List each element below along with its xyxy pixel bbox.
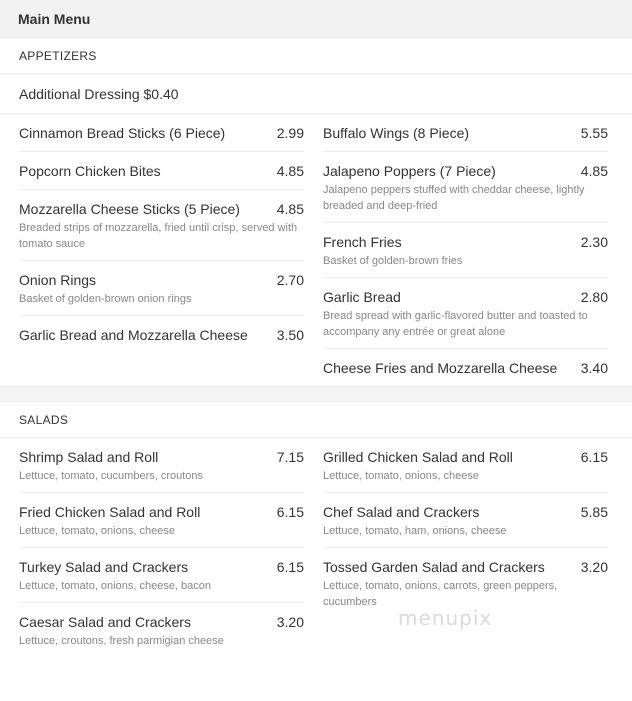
menu-item-description: Lettuce, tomato, onions, cheese: [323, 470, 479, 482]
menu-item-header: [19, 325, 304, 345]
menu-item-header: [323, 123, 608, 143]
menu-item: [19, 316, 304, 353]
menu-item-price: 6.15: [276, 559, 304, 575]
menu-item: [323, 278, 608, 349]
menu-item-price: 5.85: [580, 504, 608, 520]
menu-item-price: 4.85: [580, 163, 608, 179]
salads-left-column: [19, 438, 304, 657]
menu-item-header: [19, 199, 304, 219]
section-divider: [0, 386, 632, 402]
menu-item-header: [323, 287, 608, 307]
menu-item-price: 2.99: [276, 125, 304, 141]
menu-header: [0, 0, 632, 38]
menu-item: [323, 438, 608, 493]
menu-item-description: Breaded strips of mozzarella, fried until crisp, served with tomato sauce: [19, 222, 298, 250]
appetizers-columns: [0, 114, 632, 386]
menu-item-description: Jalapeno peppers stuffed with cheddar cheese, lightly breaded and deep-fried: [323, 184, 585, 212]
menu-item-price: 2.70: [276, 272, 304, 288]
menu-item-description: Lettuce, tomato, cucumbers, croutons: [19, 470, 204, 482]
menu-item-price: 4.85: [276, 201, 304, 217]
watermark-logo: menupix: [398, 606, 493, 630]
menu-item-header: [19, 502, 304, 522]
menu-item: [19, 190, 304, 261]
menu-item-header: [323, 161, 608, 181]
menu-item-name: Fried Chicken Salad and Roll: [19, 504, 201, 520]
menu-item-name: Cinnamon Bread Sticks (6 Piece): [19, 125, 226, 141]
salads-columns: [0, 438, 632, 657]
menu-item-name: Onion Rings: [19, 272, 97, 288]
menu-item-name: Chef Salad and Crackers: [323, 504, 480, 520]
menu-item-header: [19, 447, 304, 467]
appetizers-title: APPETIZERS: [0, 38, 632, 74]
menu-item-name: Tossed Garden Salad and Crackers: [323, 559, 545, 575]
menu-item: [19, 548, 304, 603]
menu-item: [323, 493, 608, 548]
menu-item-price: 6.15: [580, 449, 608, 465]
menu-item: [323, 152, 608, 223]
menu-item-name: Garlic Bread and Mozzarella Cheese: [19, 327, 248, 343]
menu-item-price: 3.50: [276, 327, 304, 343]
menu-item-description: Bread spread with garlic-flavored butter and toasted to accompany any entrée or great alone: [323, 310, 588, 338]
menu-item-description: Lettuce, tomato, onions, cheese: [19, 525, 175, 537]
menu-item-description: Lettuce, tomato, ham, onions, cheese: [323, 525, 507, 537]
menu-item-header: [19, 557, 304, 577]
appetizers-right-column: [323, 114, 608, 386]
menu-item-name: Caesar Salad and Crackers: [19, 614, 191, 630]
menu-item-price: 3.40: [580, 360, 608, 376]
menu-item-description: Basket of golden-brown fries: [323, 255, 463, 267]
menu-item-description: Lettuce, tomato, onions, carrots, green peppers, cucumbers: [323, 580, 558, 608]
menu-item-name: Grilled Chicken Salad and Roll: [323, 449, 513, 465]
menu-item-name: Buffalo Wings (8 Piece): [323, 125, 470, 141]
menu-item-description: Basket of golden-brown onion rings: [19, 293, 192, 305]
menu-item-header: [323, 502, 608, 522]
menu-item: [323, 114, 608, 152]
menu-item: [323, 349, 608, 386]
menu-item-price: 3.20: [276, 614, 304, 630]
salads-section: [0, 402, 632, 657]
menu-item: [19, 438, 304, 493]
menu-item-price: 2.80: [580, 289, 608, 305]
menu-item-header: [19, 123, 304, 143]
appetizers-left-column: [19, 114, 304, 386]
appetizers-section: [0, 38, 632, 386]
menu-item-header: [323, 232, 608, 252]
menu-item: [323, 223, 608, 278]
menu-item-name: Shrimp Salad and Roll: [19, 449, 159, 465]
menu-title: Main Menu: [18, 10, 91, 27]
menu-item-price: 5.55: [580, 125, 608, 141]
menu-item-name: Garlic Bread: [323, 289, 401, 305]
menu-item-header: [19, 270, 304, 290]
menu-item-header: [19, 612, 304, 632]
menu-item: [19, 493, 304, 548]
menu-item: [19, 114, 304, 152]
menu-item-name: Jalapeno Poppers (7 Piece): [323, 163, 496, 179]
menu-item-header: [323, 557, 608, 577]
menu-item-price: 7.15: [276, 449, 304, 465]
menu-item-name: Mozzarella Cheese Sticks (5 Piece): [19, 201, 240, 217]
menu-item-price: 4.85: [276, 163, 304, 179]
menu-item-price: 6.15: [276, 504, 304, 520]
menu-item-name: Cheese Fries and Mozzarella Cheese: [323, 360, 558, 376]
menu-item-price: 3.20: [580, 559, 608, 575]
menu-item-name: Turkey Salad and Crackers: [19, 559, 189, 575]
menu-item: [19, 152, 304, 190]
menu-item-header: [19, 161, 304, 181]
menu-item-header: [323, 358, 608, 378]
additional-dressing-note: Additional Dressing $0.40: [0, 74, 632, 114]
salads-title: SALADS: [0, 402, 632, 438]
menu-item: [19, 261, 304, 316]
menu-item-name: French Fries: [323, 234, 402, 250]
menu-item-header: [323, 447, 608, 467]
menu-item-price: 2.30: [580, 234, 608, 250]
menu-item: [19, 603, 304, 657]
menu-item-description: Lettuce, tomato, onions, cheese, bacon: [19, 580, 212, 592]
menu-item-description: Lettuce, croutons, fresh parmigian cheese: [19, 635, 224, 647]
menu-item-name: Popcorn Chicken Bites: [19, 163, 161, 179]
